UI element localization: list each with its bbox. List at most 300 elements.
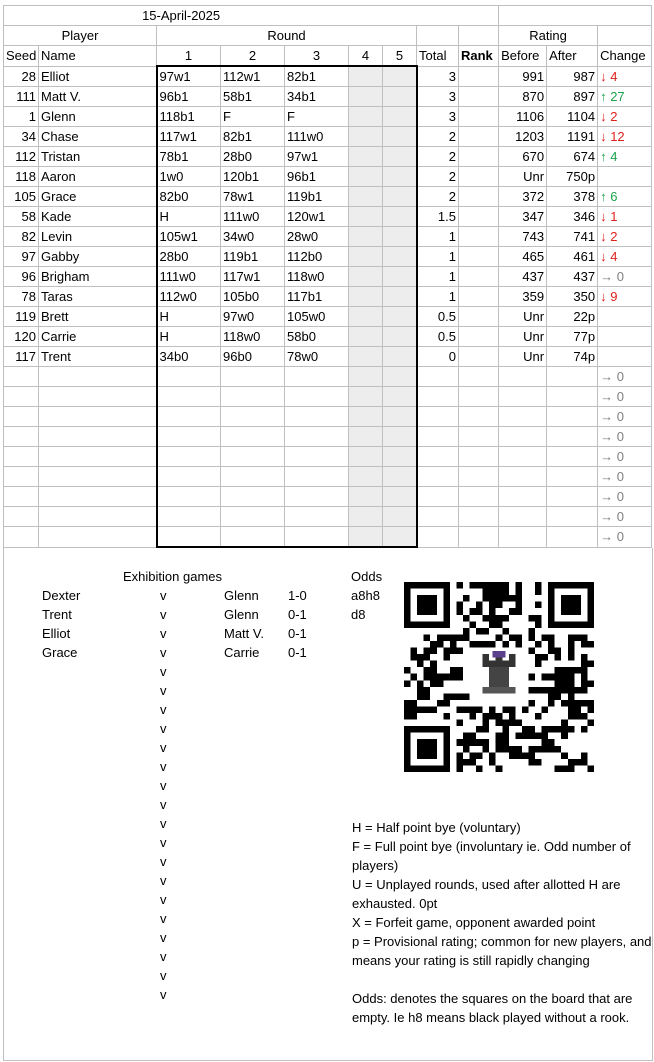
exhibition-versus: v <box>160 816 167 831</box>
name-cell <box>39 467 157 487</box>
rank-cell <box>459 227 499 247</box>
round-5-cell <box>383 247 417 267</box>
table-row <box>4 447 652 467</box>
total-cell <box>417 527 459 548</box>
round-3-cell: 58b0 <box>285 327 349 347</box>
table-row <box>4 407 652 427</box>
round-1-cell: 117w1 <box>157 127 221 147</box>
exhibition-player-black: Matt V. <box>224 626 264 641</box>
total-cell: 3 <box>417 107 459 127</box>
round-5-cell <box>383 407 417 427</box>
rank-cell <box>459 287 499 307</box>
rank-cell <box>459 187 499 207</box>
arrow-up-icon: ↑ <box>600 149 611 164</box>
exhibition-versus: v <box>160 778 167 793</box>
round-1-cell: 28b0 <box>157 247 221 267</box>
seed-cell: 119 <box>4 307 39 327</box>
after-cell: 750p <box>547 167 598 187</box>
round-5-cell <box>383 427 417 447</box>
round-3-cell: F <box>285 107 349 127</box>
rank-cell <box>459 327 499 347</box>
round-1-cell <box>157 407 221 427</box>
exhibition-player-black: Glenn <box>224 588 259 603</box>
exhibition-score: 1-0 <box>288 588 307 603</box>
arrow-right-icon: → <box>600 389 617 404</box>
change-cell <box>598 307 652 327</box>
change-value: 0 <box>616 509 624 524</box>
date-title: 15-April-2025 <box>142 6 295 26</box>
qr-code-with-rook-icon[interactable] <box>404 582 594 772</box>
change-cell <box>598 407 652 427</box>
round-4-cell <box>349 527 383 548</box>
seed-cell: 112 <box>4 147 39 167</box>
round-5-cell <box>383 307 417 327</box>
change-value: 2 <box>610 109 618 124</box>
total-cell <box>417 447 459 467</box>
round-1-cell <box>157 527 221 548</box>
round-1-cell: 78b1 <box>157 147 221 167</box>
rank-cell <box>459 127 499 147</box>
round-4-cell <box>349 427 383 447</box>
table-row <box>4 107 652 127</box>
arrow-down-icon: ↓ <box>600 129 611 144</box>
table-row <box>4 227 652 247</box>
after-cell: 1104 <box>547 107 598 127</box>
round-2-cell: 34w0 <box>221 227 285 247</box>
round-2-cell: 96b0 <box>221 347 285 367</box>
round-5-cell <box>383 487 417 507</box>
name-cell <box>39 487 157 507</box>
change-value: 9 <box>610 289 618 304</box>
after-cell <box>547 467 598 487</box>
total-cell: 2 <box>417 167 459 187</box>
total-cell: 1.5 <box>417 207 459 227</box>
standings-table <box>3 5 652 548</box>
round-1-cell <box>157 447 221 467</box>
legend-x: X = Forfeit game, opponent awarded point <box>352 915 596 930</box>
seed-cell: 105 <box>4 187 39 207</box>
before-cell <box>499 387 547 407</box>
before-cell: 1106 <box>499 107 547 127</box>
change-cell <box>598 427 652 447</box>
after-cell <box>547 407 598 427</box>
table-row <box>4 527 652 548</box>
round-4-cell <box>349 147 383 167</box>
table-row <box>4 167 652 187</box>
table-row <box>4 467 652 487</box>
round-3-cell: 105w0 <box>285 307 349 327</box>
round-3-cell: 112b0 <box>285 247 349 267</box>
round-3-cell: 34b1 <box>285 87 349 107</box>
exhibition-player-white: Grace <box>42 645 78 660</box>
exhibition-versus: v <box>160 873 167 888</box>
rank-cell <box>459 267 499 287</box>
change-cell <box>598 507 652 527</box>
round-3-cell <box>285 387 349 407</box>
round-4-cell <box>349 347 383 367</box>
after-cell: 378 <box>547 187 598 207</box>
before-cell <box>499 467 547 487</box>
round-5-cell <box>383 187 417 207</box>
before-cell: Unr <box>499 347 547 367</box>
after-cell: 674 <box>547 147 598 167</box>
round-1-cell <box>157 467 221 487</box>
round-2-cell: 117w1 <box>221 267 285 287</box>
round-2-cell <box>221 367 285 387</box>
odds-line-1: a8h8 <box>351 588 380 603</box>
round-3-header: 3 <box>285 46 349 67</box>
round-4-cell <box>349 247 383 267</box>
seed-cell <box>4 447 39 467</box>
seed-cell <box>4 407 39 427</box>
name-cell: Gabby <box>39 247 157 267</box>
arrow-right-icon: → <box>600 429 617 444</box>
round-5-cell <box>383 147 417 167</box>
change-value: 0 <box>616 489 624 504</box>
player-group-header: Player <box>4 26 157 46</box>
name-cell: Carrie <box>39 327 157 347</box>
seed-cell <box>4 507 39 527</box>
exhibition-versus: v <box>160 626 167 641</box>
odds-line-2: d8 <box>351 607 366 622</box>
round-3-cell <box>285 507 349 527</box>
change-cell <box>598 167 652 187</box>
change-cell <box>598 107 652 127</box>
round-1-cell: 1w0 <box>157 167 221 187</box>
round-4-cell <box>349 447 383 467</box>
exhibition-versus: v <box>160 987 167 1002</box>
arrow-up-icon: ↑ <box>600 89 611 104</box>
change-value: 4 <box>610 249 618 264</box>
rank-cell <box>459 507 499 527</box>
before-cell: Unr <box>499 167 547 187</box>
change-cell <box>598 387 652 407</box>
round-1-cell: H <box>157 327 221 347</box>
round-4-cell <box>349 66 383 87</box>
rank-cell <box>459 167 499 187</box>
before-cell <box>499 427 547 447</box>
change-value: 0 <box>616 429 624 444</box>
before-cell: Unr <box>499 307 547 327</box>
name-cell: Chase <box>39 127 157 147</box>
round-4-cell <box>349 227 383 247</box>
round-2-cell <box>221 507 285 527</box>
change-value: 0 <box>616 369 624 384</box>
change-cell <box>598 267 652 287</box>
round-2-cell <box>221 427 285 447</box>
change-cell <box>598 87 652 107</box>
legend-h: H = Half point bye (voluntary) <box>352 820 521 835</box>
seed-cell: 34 <box>4 127 39 147</box>
round-2-cell: 111w0 <box>221 207 285 227</box>
seed-cell <box>4 527 39 548</box>
table-row <box>4 307 652 327</box>
change-value: 2 <box>610 229 618 244</box>
after-cell: 897 <box>547 87 598 107</box>
round-5-cell <box>383 167 417 187</box>
change-value: 0 <box>616 269 624 284</box>
name-cell <box>39 447 157 467</box>
exhibition-versus: v <box>160 683 167 698</box>
after-cell <box>547 387 598 407</box>
round-2-cell: 120b1 <box>221 167 285 187</box>
seed-cell: 28 <box>4 66 39 87</box>
after-cell: 77p <box>547 327 598 347</box>
exhibition-versus: v <box>160 740 167 755</box>
round-3-cell: 96b1 <box>285 167 349 187</box>
before-cell: 359 <box>499 287 547 307</box>
total-cell: 3 <box>417 87 459 107</box>
exhibition-versus: v <box>160 835 167 850</box>
arrow-up-icon: ↑ <box>600 189 611 204</box>
name-cell: Levin <box>39 227 157 247</box>
round-1-cell <box>157 367 221 387</box>
round-2-cell: 97w0 <box>221 307 285 327</box>
table-row <box>4 207 652 227</box>
round-4-cell <box>349 487 383 507</box>
seed-cell: 117 <box>4 347 39 367</box>
round-3-cell: 119b1 <box>285 187 349 207</box>
round-3-cell <box>285 407 349 427</box>
round-1-cell <box>157 507 221 527</box>
exhibition-player-white: Elliot <box>42 626 71 641</box>
before-cell <box>499 527 547 548</box>
round-1-cell <box>157 427 221 447</box>
name-cell: Aaron <box>39 167 157 187</box>
arrow-right-icon: → <box>600 409 617 424</box>
round-1-cell: 118b1 <box>157 107 221 127</box>
after-cell: 346 <box>547 207 598 227</box>
round-4-header: 4 <box>349 46 383 67</box>
change-value: 0 <box>616 469 624 484</box>
change-cell <box>598 66 652 87</box>
seed-cell: 96 <box>4 267 39 287</box>
table-row <box>4 507 652 527</box>
seed-header: Seed <box>4 46 39 67</box>
table-row <box>4 327 652 347</box>
table-row <box>4 147 652 167</box>
exhibition-versus: v <box>160 588 167 603</box>
round-4-cell <box>349 127 383 147</box>
round-1-cell: 105w1 <box>157 227 221 247</box>
change-value: 1 <box>610 209 618 224</box>
round-5-cell <box>383 367 417 387</box>
rank-cell <box>459 247 499 267</box>
round-4-cell <box>349 467 383 487</box>
name-cell <box>39 387 157 407</box>
after-cell: 741 <box>547 227 598 247</box>
before-cell: 465 <box>499 247 547 267</box>
name-cell <box>39 367 157 387</box>
change-value: 27 <box>610 89 625 104</box>
table-row <box>4 247 652 267</box>
name-cell: Brett <box>39 307 157 327</box>
round-group-header: Round <box>157 26 417 46</box>
name-cell <box>39 407 157 427</box>
round-1-cell: H <box>157 307 221 327</box>
before-cell: Unr <box>499 327 547 347</box>
exhibition-versus: v <box>160 892 167 907</box>
legend-p: p = Provisional rating; common for new players, and means your rating is still rapidly changing <box>352 934 652 968</box>
seed-cell <box>4 367 39 387</box>
rating-group-header: Rating <box>499 26 598 46</box>
total-cell: 0 <box>417 347 459 367</box>
round-2-cell: F <box>221 107 285 127</box>
total-cell: 0.5 <box>417 307 459 327</box>
notes-area <box>3 548 653 1061</box>
seed-cell: 118 <box>4 167 39 187</box>
round-2-cell <box>221 487 285 507</box>
round-2-cell <box>221 407 285 427</box>
before-cell: 991 <box>499 66 547 87</box>
round-5-cell <box>383 207 417 227</box>
exhibition-versus: v <box>160 797 167 812</box>
seed-cell <box>4 427 39 447</box>
round-5-header: 5 <box>383 46 417 67</box>
before-cell: 743 <box>499 227 547 247</box>
round-4-cell <box>349 407 383 427</box>
round-1-cell: 96b1 <box>157 87 221 107</box>
round-2-cell <box>221 527 285 548</box>
round-5-cell <box>383 227 417 247</box>
change-cell <box>598 447 652 467</box>
round-4-cell <box>349 287 383 307</box>
arrow-down-icon: ↓ <box>600 209 611 224</box>
round-5-cell <box>383 327 417 347</box>
round-2-cell: 82b1 <box>221 127 285 147</box>
rank-cell <box>459 447 499 467</box>
round-5-cell <box>383 267 417 287</box>
round-5-cell <box>383 287 417 307</box>
arrow-down-icon: ↓ <box>600 68 611 84</box>
rank-cell <box>459 367 499 387</box>
round-2-header: 2 <box>221 46 285 67</box>
change-value: 4 <box>610 149 618 164</box>
seed-cell <box>4 467 39 487</box>
change-cell <box>598 487 652 507</box>
rank-header: Rank <box>459 46 499 67</box>
after-cell <box>547 487 598 507</box>
total-cell: 2 <box>417 147 459 167</box>
table-row <box>4 367 652 387</box>
round-3-cell: 97w1 <box>285 147 349 167</box>
round-5-cell <box>383 107 417 127</box>
exhibition-versus: v <box>160 664 167 679</box>
after-cell: 1191 <box>547 127 598 147</box>
change-cell <box>598 367 652 387</box>
exhibition-versus: v <box>160 911 167 926</box>
round-1-cell: 82b0 <box>157 187 221 207</box>
round-2-cell: 28b0 <box>221 147 285 167</box>
exhibition-versus: v <box>160 854 167 869</box>
round-1-cell: 34b0 <box>157 347 221 367</box>
change-header: Change <box>598 46 652 67</box>
total-cell: 1 <box>417 267 459 287</box>
after-cell: 461 <box>547 247 598 267</box>
round-4-cell <box>349 367 383 387</box>
round-2-cell: 112w1 <box>221 66 285 87</box>
round-3-cell <box>285 467 349 487</box>
total-cell <box>417 467 459 487</box>
total-cell <box>417 487 459 507</box>
exhibition-versus: v <box>160 702 167 717</box>
change-cell <box>598 227 652 247</box>
arrow-down-icon: ↓ <box>600 249 611 264</box>
change-value: 12 <box>610 129 625 144</box>
total-cell <box>417 407 459 427</box>
name-cell: Elliot <box>39 66 157 87</box>
round-2-cell: 105b0 <box>221 287 285 307</box>
total-cell: 2 <box>417 187 459 207</box>
after-cell: 22p <box>547 307 598 327</box>
name-cell: Kade <box>39 207 157 227</box>
after-cell: 987 <box>547 66 598 87</box>
seed-cell <box>4 387 39 407</box>
rank-cell <box>459 527 499 548</box>
seed-cell: 78 <box>4 287 39 307</box>
change-value: 0 <box>616 529 624 545</box>
arrow-right-icon: → <box>600 529 617 545</box>
seed-cell: 97 <box>4 247 39 267</box>
before-cell: 670 <box>499 147 547 167</box>
legend <box>352 818 652 1027</box>
after-cell: 350 <box>547 287 598 307</box>
rank-cell <box>459 307 499 327</box>
round-3-cell: 120w1 <box>285 207 349 227</box>
seed-cell: 111 <box>4 87 39 107</box>
total-cell <box>417 367 459 387</box>
round-1-cell: 97w1 <box>157 66 221 87</box>
before-cell: 372 <box>499 187 547 207</box>
round-4-cell <box>349 167 383 187</box>
exhibition-versus: v <box>160 645 167 660</box>
change-cell <box>598 527 652 548</box>
round-4-cell <box>349 507 383 527</box>
legend-odds: Odds: denotes the squares on the board that are empty. Ie h8 means black played without a rook. <box>352 991 633 1025</box>
name-cell <box>39 507 157 527</box>
round-5-cell <box>383 66 417 87</box>
arrow-right-icon: → <box>600 469 617 484</box>
round-2-cell: 78w1 <box>221 187 285 207</box>
total-cell: 3 <box>417 66 459 87</box>
round-4-cell <box>349 207 383 227</box>
before-cell <box>499 487 547 507</box>
total-cell <box>417 507 459 527</box>
rank-cell <box>459 427 499 447</box>
rank-cell <box>459 66 499 87</box>
exhibition-title: Exhibition games <box>123 569 222 584</box>
exhibition-versus: v <box>160 949 167 964</box>
round-4-cell <box>349 327 383 347</box>
round-3-cell <box>285 527 349 548</box>
round-1-cell: 112w0 <box>157 287 221 307</box>
name-header: Name <box>39 46 157 67</box>
change-cell <box>598 247 652 267</box>
seed-cell <box>4 487 39 507</box>
exhibition-score: 0-1 <box>288 645 307 660</box>
exhibition-player-black: Carrie <box>224 645 260 660</box>
before-cell: 870 <box>499 87 547 107</box>
round-3-cell: 28w0 <box>285 227 349 247</box>
round-3-cell: 117b1 <box>285 287 349 307</box>
round-5-cell <box>383 507 417 527</box>
table-row <box>4 287 652 307</box>
exhibition-versus: v <box>160 759 167 774</box>
exhibition-versus: v <box>160 968 167 983</box>
round-4-cell <box>349 307 383 327</box>
legend-u: U = Unplayed rounds, used after allotted H are exhausted. 0pt <box>352 877 621 911</box>
change-cell <box>598 287 652 307</box>
